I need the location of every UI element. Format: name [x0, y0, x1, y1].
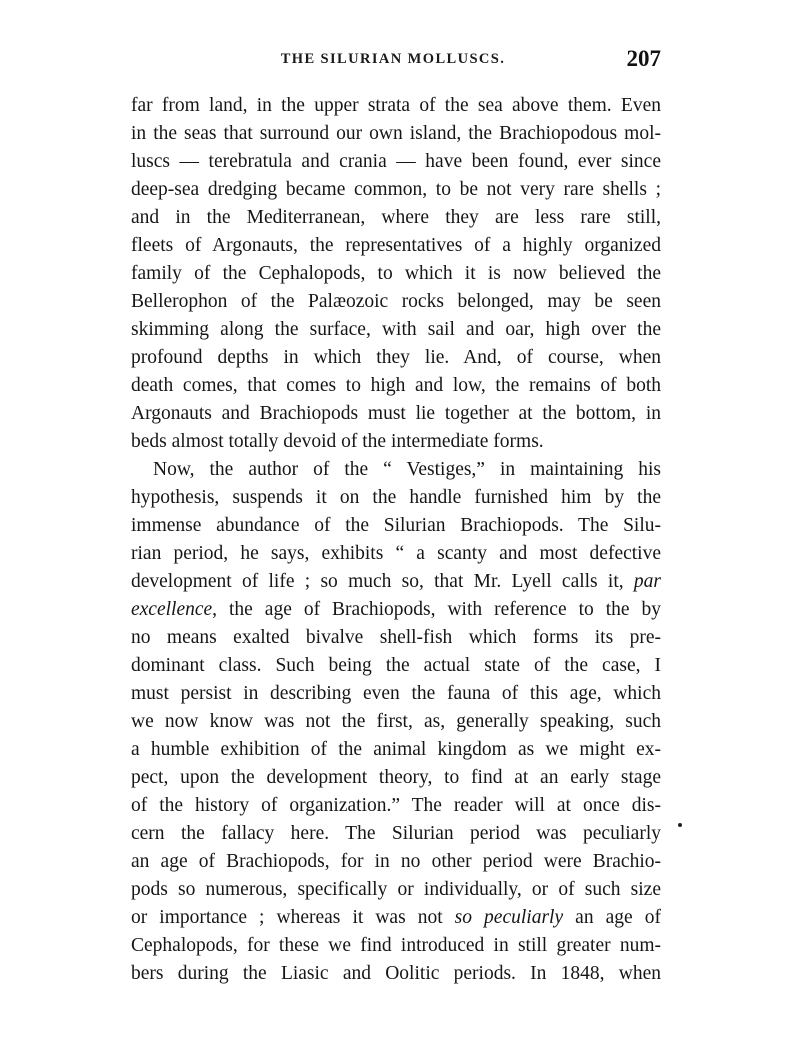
italic-phrase: so peculiarly: [454, 907, 564, 928]
text-line: fleets of Argonauts, the representatives of a highly organized: [131, 235, 661, 256]
text-line: [131, 568, 661, 596]
text-line: dominant class. Such being the actual state of the case, I: [131, 655, 661, 676]
text-line: Cephalopods, for these we find introduced in still greater num-: [131, 935, 661, 956]
text-line: immense abundance of the Silurian Brachiopods. The Silu-: [131, 515, 661, 536]
text-line: bers during the Liasic and Oolitic periods. In 1848, when: [131, 963, 661, 984]
italic-phrase: excellence: [131, 599, 213, 620]
text-line: a humble exhibition of the animal kingdom as we might ex-: [131, 739, 661, 760]
text-line: in the seas that surround our own island, the Brachiopodous mol-: [131, 123, 661, 144]
line-text: or importance ; whereas it was not: [131, 907, 455, 928]
text-line: pods so numerous, specifically or individually, or of such size: [131, 879, 661, 900]
text-line: luscs — terebratula and crania — have been found, ever since: [131, 151, 661, 172]
paragraph-first-line: Now, the author of the “ Vestiges,” in maintaining his: [153, 459, 661, 480]
margin-mark: [678, 823, 682, 827]
text-line: cern the fallacy here. The Silurian period was peculiarly: [131, 823, 661, 844]
running-title: THE SILURIAN MOLLUSCS.: [280, 51, 506, 67]
text-line: pect, upon the development theory, to find at an early stage: [131, 767, 661, 788]
text-line: far from land, in the upper strata of the sea above them. Even: [131, 95, 661, 116]
text-line: no means exalted bivalve shell-fish which forms its pre-: [131, 627, 661, 648]
text-line: beds almost totally devoid of the intermediate forms.: [131, 431, 544, 452]
text-line: skimming along the surface, with sail and oar, high over the: [131, 319, 661, 340]
italic-phrase: par: [633, 571, 661, 592]
text-line: profound depths in which they lie. And, of course, when: [131, 347, 661, 368]
text-line: Bellerophon of the Palæozoic rocks belonged, may be seen: [131, 291, 661, 312]
text-line: of the history of organization.” The reader will at once dis-: [131, 795, 661, 816]
text-line: death comes, that comes to high and low, the remains of both: [131, 375, 661, 396]
text-line: [131, 904, 661, 932]
text-line: an age of Brachiopods, for in no other period were Brachio-: [131, 851, 661, 872]
line-text: , the age of Brachiopods, with reference to the by: [212, 599, 661, 620]
page-number: 207: [626, 46, 661, 71]
text-line: and in the Mediterranean, where they are less rare still,: [131, 207, 661, 228]
text-line: we now know was not the first, as, generally speaking, such: [131, 711, 661, 732]
line-text: development of life ; so much so, that Mr. Lyell calls it,: [131, 571, 634, 592]
text-line: must persist in describing even the fauna of this age, which: [131, 683, 661, 704]
text-line: Argonauts and Brachiopods must lie together at the bottom, in: [131, 403, 661, 424]
text-line: hypothesis, suspends it on the handle furnished him by the: [131, 487, 661, 508]
text-line: deep-sea dredging became common, to be not very rare shells ;: [131, 179, 661, 200]
page-header: [133, 46, 661, 86]
text-line: family of the Cephalopods, to which it is now believed the: [131, 263, 661, 284]
body-text: [131, 92, 661, 988]
text-line: rian period, he says, exhibits “ a scanty and most defective: [131, 543, 661, 564]
text-line: [131, 596, 661, 624]
line-text: an age of: [563, 907, 661, 928]
